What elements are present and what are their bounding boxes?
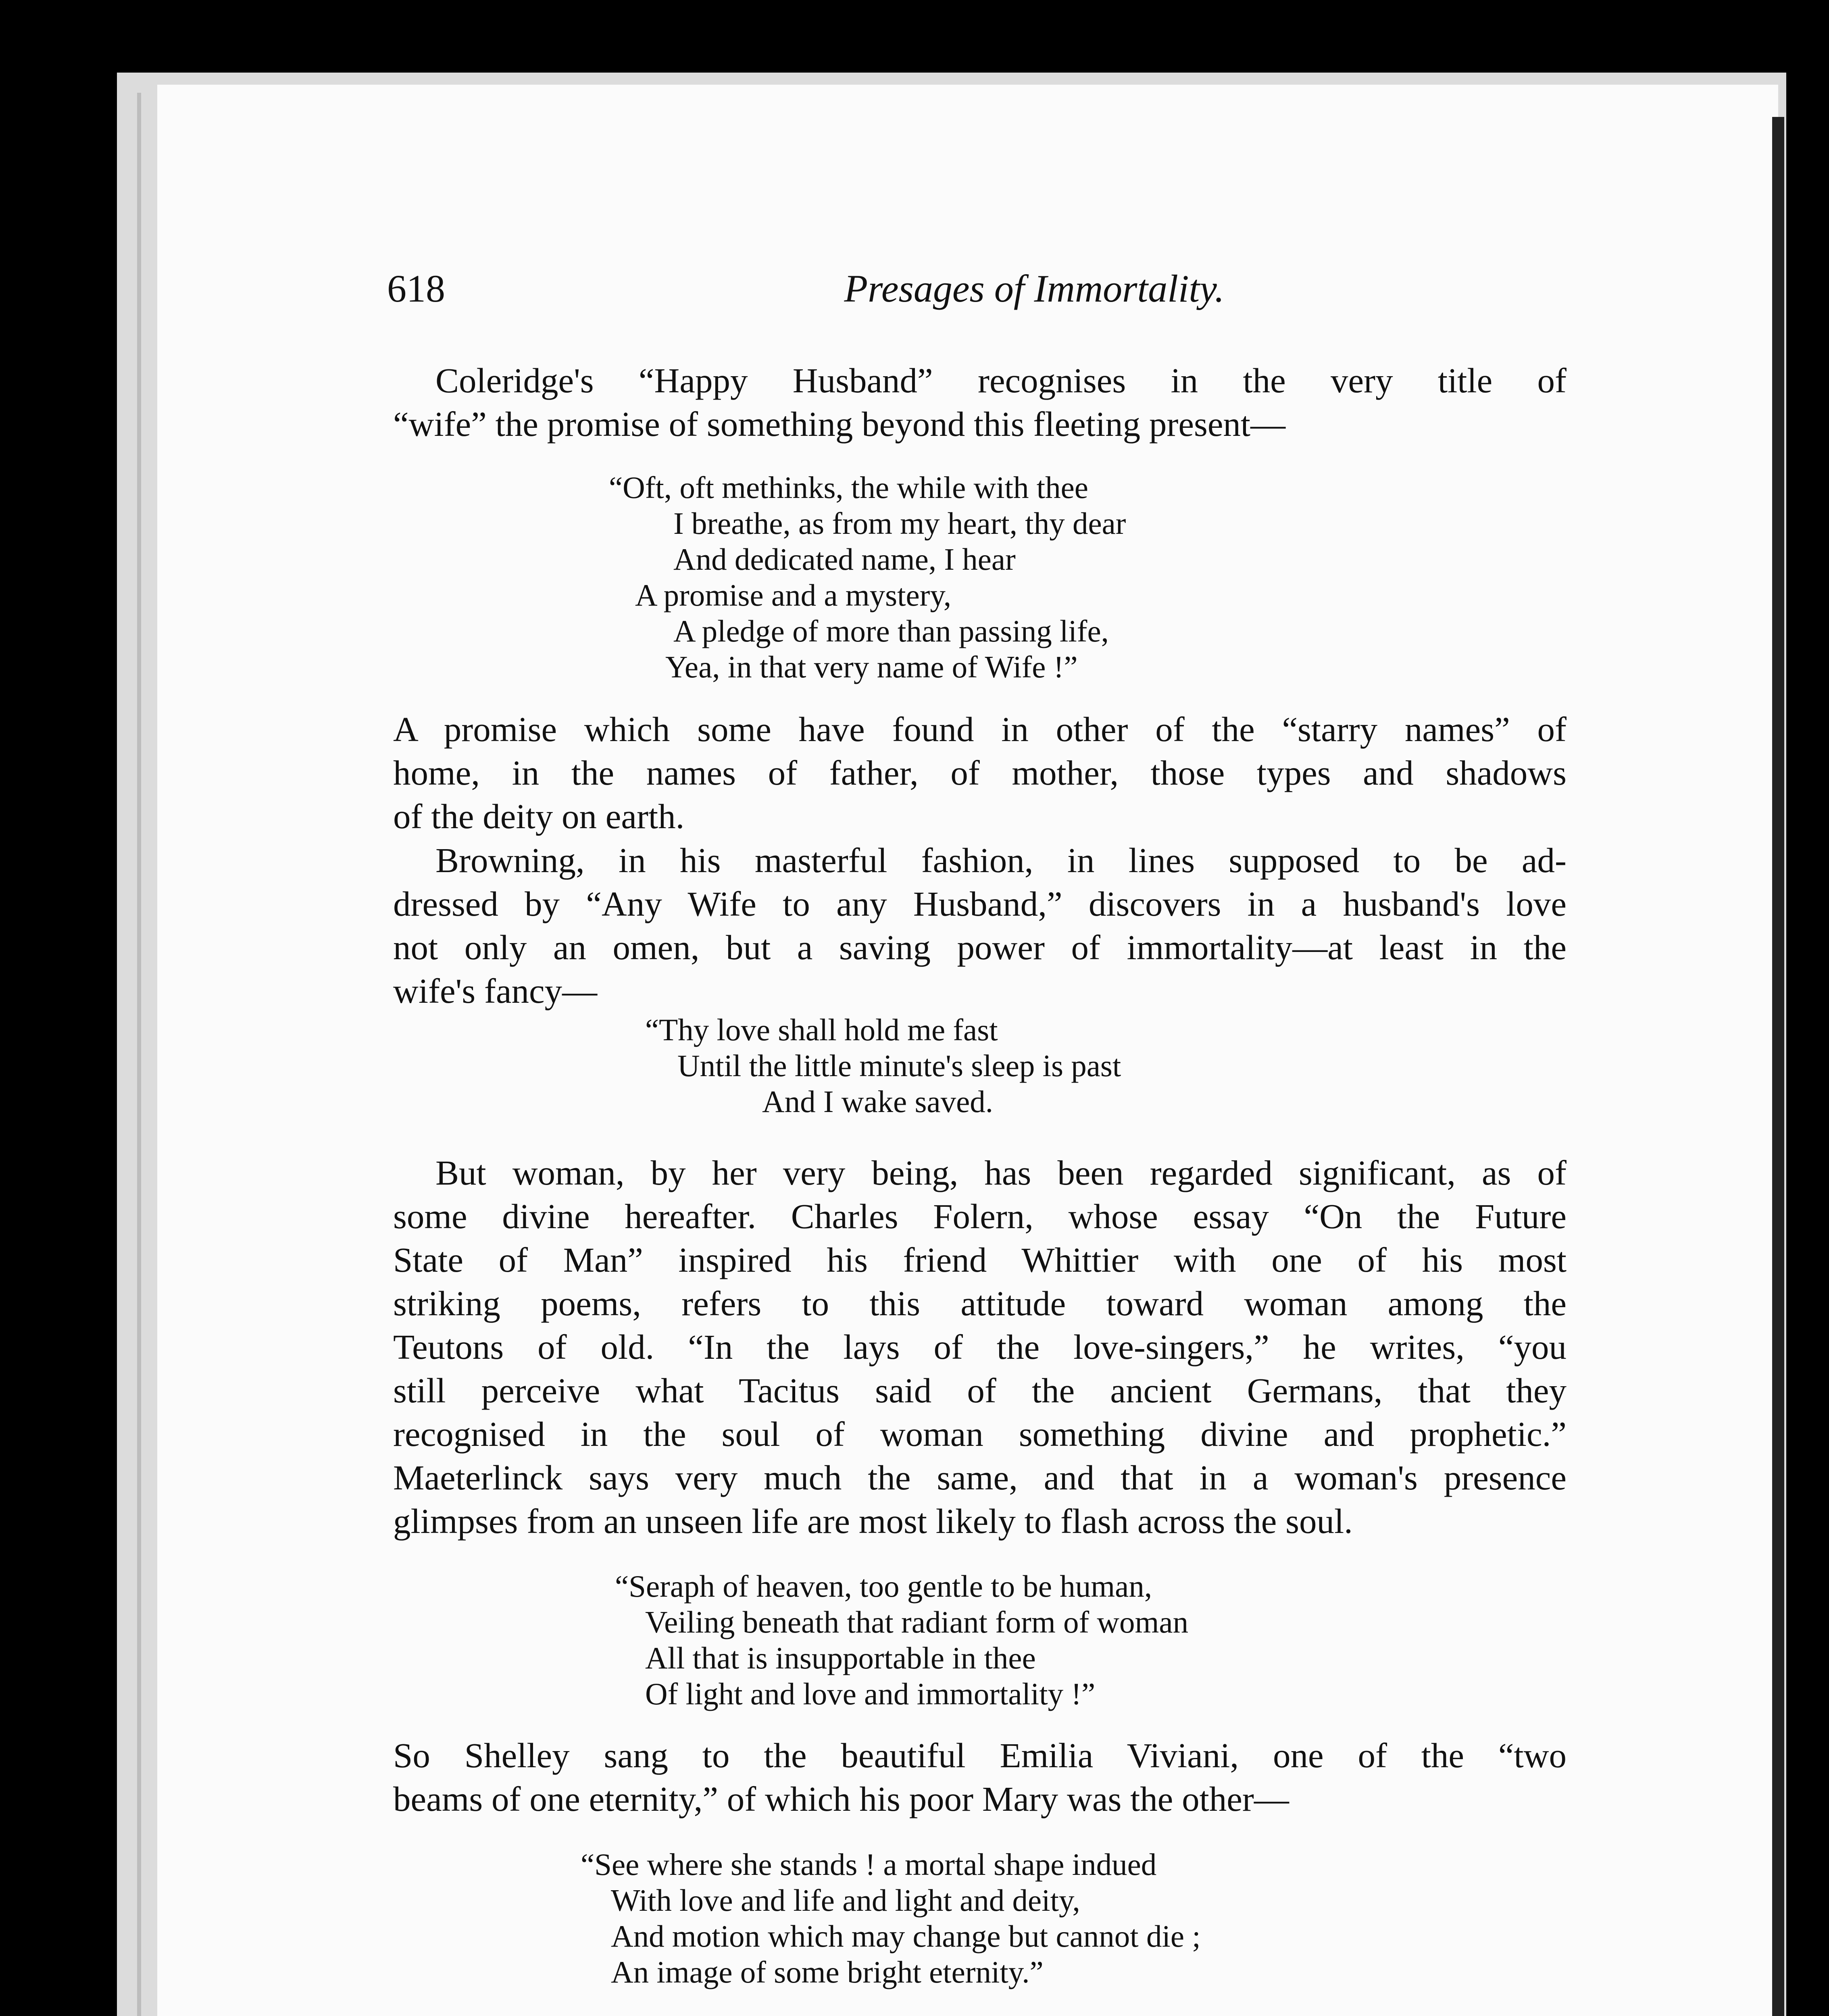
- verse-browning: [645, 1012, 1121, 1120]
- verse-line: “Thy love shall hold me fast: [645, 1012, 998, 1047]
- text-line: striking poems, refers to this attitude toward woman among the: [393, 1284, 1567, 1323]
- text-line: So Shelley sang to the beautiful Emilia Viviani, one of the “two: [393, 1736, 1567, 1775]
- text-line: “wife” the promise of something beyond this fleeting present—: [393, 404, 1286, 444]
- verse-line: Until the little minute's sleep is past: [677, 1048, 1121, 1083]
- page-right-edge: [1772, 117, 1784, 2016]
- page-header: [387, 266, 1577, 331]
- verse-line: With love and life and light and deity,: [611, 1883, 1080, 1918]
- paragraph-3: [393, 839, 1567, 1013]
- verse-line: And dedicated name, I hear: [673, 542, 1016, 577]
- verse-line: A promise and a mystery,: [635, 578, 952, 612]
- verse-line: All that is insupportable in thee: [645, 1641, 1036, 1675]
- text-line: Teutons of old. “In the lays of the love-singers,” he writes, “you: [393, 1327, 1567, 1366]
- text-line: dressed by “Any Wife to any Husband,” discovers in a husband's love: [393, 884, 1567, 923]
- verse-line: A pledge of more than passing life,: [673, 614, 1109, 648]
- text-line: wife's fancy—: [393, 971, 598, 1010]
- text-line: beams of one eternity,” of which his poor Mary was the other—: [393, 1779, 1289, 1818]
- paragraph-1: [393, 359, 1567, 446]
- verse-line: Of light and love and immortality !”: [645, 1677, 1096, 1711]
- text-line: State of Man” inspired his friend Whittier with one of his most: [393, 1240, 1567, 1279]
- text-line: of the deity on earth.: [393, 797, 685, 836]
- verse-line: Veiling beneath that radiant form of woman: [645, 1605, 1189, 1639]
- paragraph-4: [393, 1151, 1567, 1543]
- text-line: recognised in the soul of woman something divine and prophetic.”: [393, 1414, 1567, 1454]
- running-title: Presages of Immortality.: [844, 267, 1225, 310]
- text-line: A promise which some have found in other of the “starry names” of: [393, 710, 1567, 749]
- verse-line: An image of some bright eternity.”: [611, 1955, 1044, 1989]
- verse-line: And I wake saved.: [762, 1084, 994, 1119]
- verse-line: Yea, in that very name of Wife !”: [665, 650, 1078, 684]
- verse-line: And motion which may change but cannot die ;: [611, 1919, 1201, 1954]
- text-line: some divine hereafter. Charles Folern, whose essay “On the Future: [393, 1197, 1567, 1236]
- text-line: home, in the names of father, of mother, those types and shadows: [393, 753, 1567, 792]
- text-line: But woman, by her very being, has been regarded significant, as of: [435, 1153, 1567, 1192]
- verse-shelley-1: [615, 1568, 1188, 1712]
- verse-shelley-2: [581, 1847, 1201, 1990]
- paragraph-2: [393, 708, 1567, 838]
- text-line: not only an omen, but a saving power of immortality—at least in the: [393, 928, 1567, 967]
- page-number: 618: [387, 267, 445, 310]
- gutter-line: [137, 93, 141, 2016]
- paragraph-5: [393, 1734, 1567, 1821]
- text-line: Maeterlinck says very much the same, and that in a woman's presence: [393, 1458, 1567, 1497]
- verse-coleridge: [609, 470, 1126, 685]
- verse-line: “See where she stands ! a mortal shape indued: [581, 1847, 1157, 1882]
- text-line: Coleridge's “Happy Husband” recognises in the very title of: [435, 361, 1567, 400]
- verse-line: “Seraph of heaven, too gentle to be human,: [615, 1569, 1152, 1604]
- text-line: glimpses from an unseen life are most likely to flash across the soul.: [393, 1502, 1353, 1541]
- text-line: still perceive what Tacitus said of the ancient Germans, that they: [393, 1371, 1567, 1410]
- text-line: Browning, in his masterful fashion, in lines supposed to be ad-: [435, 841, 1567, 880]
- verse-line: “Oft, oft methinks, the while with thee: [609, 470, 1088, 505]
- verse-line: I breathe, as from my heart, thy dear: [673, 506, 1126, 541]
